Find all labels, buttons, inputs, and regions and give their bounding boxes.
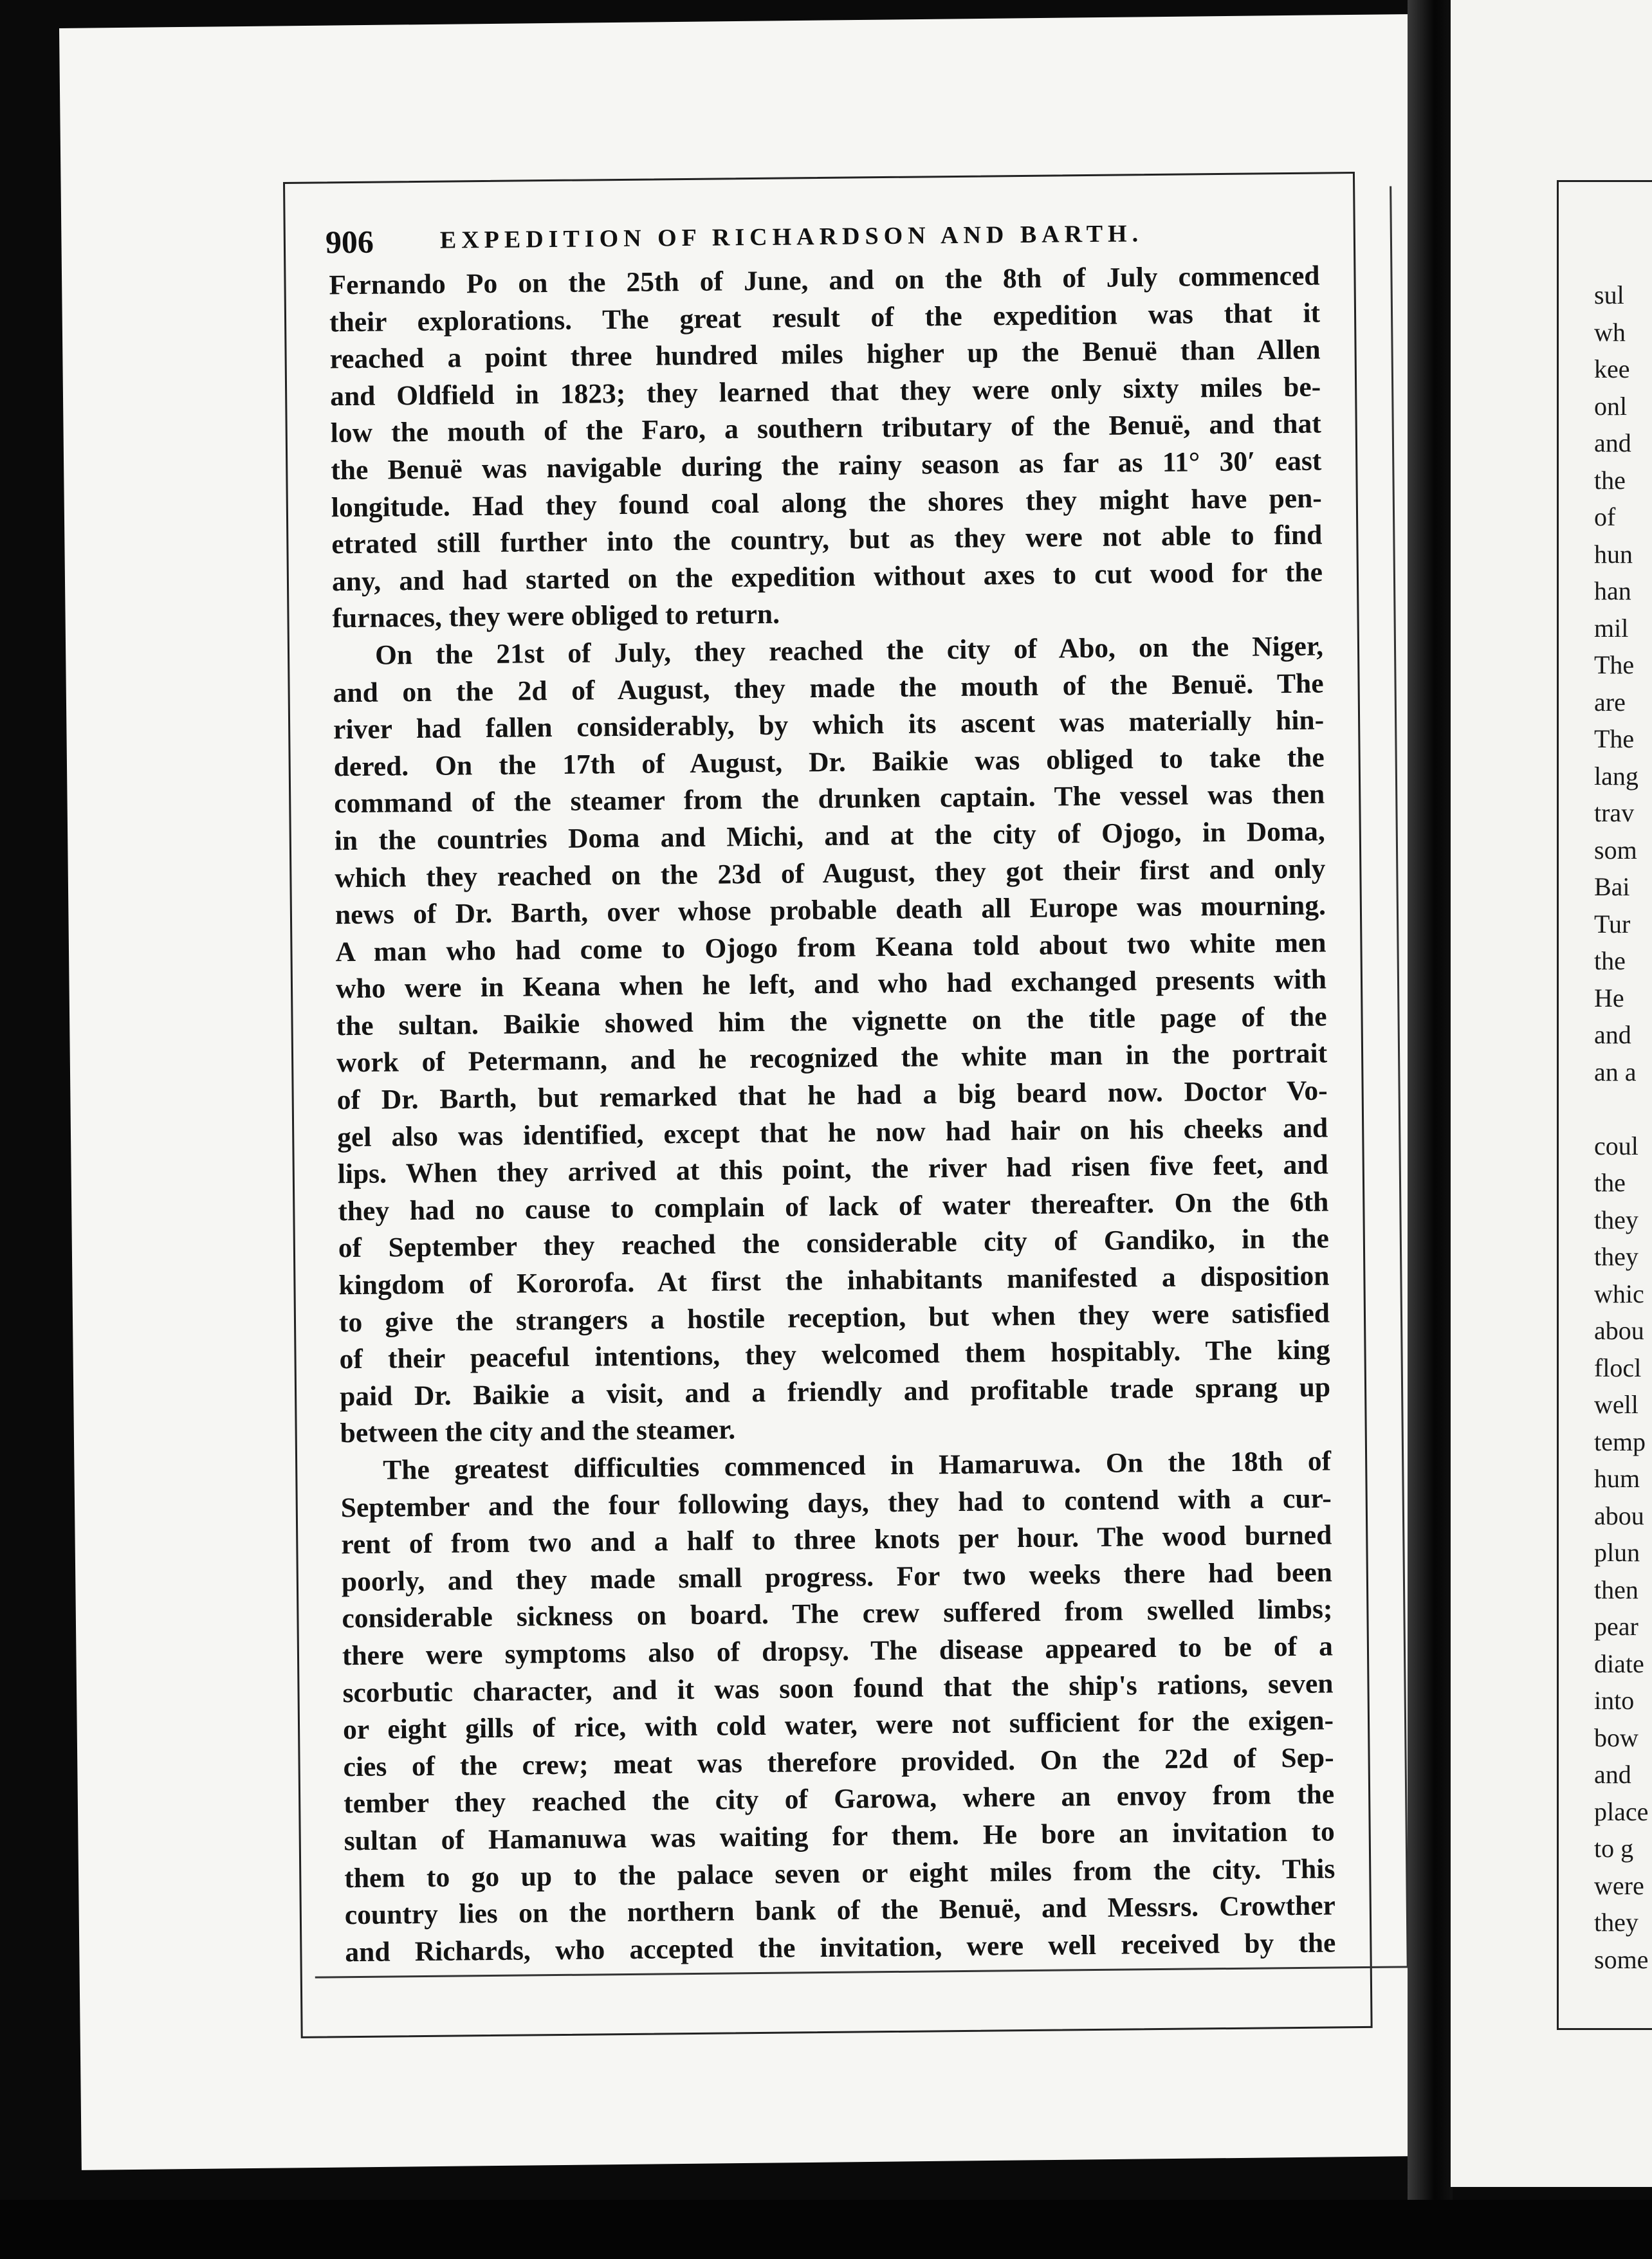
text-line: they had no cause to complain of lack of water thereafter. On the 6th	[338, 1186, 1329, 1227]
facing-page-text	[1594, 277, 1652, 1978]
facing-page-fragment: mil	[1594, 613, 1629, 643]
text-line: tember they reached the city of Garowa, where an envoy from the	[343, 1779, 1335, 1820]
text-line: country lies on the northern bank of the Benuë, and Messrs. Crowther	[344, 1890, 1336, 1931]
page-number: 906	[325, 223, 374, 261]
facing-page-fragment: The	[1594, 724, 1635, 753]
facing-page-fragment: well	[1594, 1390, 1638, 1419]
facing-page-fragment: are	[1594, 687, 1626, 717]
facing-page-fragment: han	[1594, 576, 1631, 605]
text-line: longitude. Had they found coal along the shores they might have pen-	[331, 482, 1323, 523]
facing-page-fragment: kee	[1594, 354, 1630, 383]
facing-page-fragment: the	[1594, 1168, 1626, 1197]
text-line: low the mouth of the Faro, a southern tributary of the Benuë, and that	[330, 408, 1321, 449]
page-frame	[283, 172, 1373, 2038]
text-line: work of Petermann, and he recognized the white man in the portrait	[336, 1038, 1328, 1079]
text-line: The greatest difficulties commenced in Hamaruwa. On the 18th of	[383, 1445, 1332, 1486]
text-line: lips. When they arrived at this point, the river had risen five feet, and	[337, 1149, 1328, 1190]
text-line: any, and had started on the expedition without axes to cut wood for the	[331, 556, 1323, 598]
facing-page-fragment: som	[1594, 835, 1637, 864]
facing-page-fragment: into	[1594, 1686, 1635, 1715]
text-line: and Richards, who accepted the invitation, were well received by the	[345, 1927, 1336, 1968]
text-line: considerable sickness on board. The crew suffered from swelled limbs;	[342, 1593, 1333, 1634]
facing-page-fragment: hum	[1594, 1464, 1640, 1493]
text-line: cies of the crew; meat was therefore provided. On the 22d of Sep-	[343, 1742, 1334, 1782]
facing-page-fragment: flocl	[1594, 1353, 1642, 1382]
book-gutter	[1408, 0, 1453, 2259]
facing-page-fragment: and	[1594, 428, 1631, 457]
text-line: gel also was identified, except that he now had hair on his cheeks and	[337, 1112, 1328, 1153]
text-line: who were in Keana when he left, and who had exchanged presents with	[335, 964, 1327, 1005]
facing-page-fragment: were	[1594, 1870, 1644, 1900]
text-line: A man who had come to Ojogo from Keana told about two white men	[335, 927, 1326, 967]
facing-page-fragment: abou	[1594, 1501, 1644, 1530]
text-line: and Oldfield in 1823; they learned that they were only sixty miles be-	[329, 371, 1321, 412]
text-line: On the 21st of July, they reached the city of Abo, on the Niger,	[374, 630, 1324, 671]
text-line: etrated still further into the country, but as they were not able to find	[331, 519, 1323, 560]
text-line: and on the 2d of August, they made the mouth of the Benuë. The	[333, 668, 1324, 708]
facing-page-fragment: sul	[1594, 280, 1624, 309]
facing-page-fragment: plun	[1594, 1538, 1640, 1567]
text-line: river had fallen considerably, by which its ascent was materially hin-	[333, 704, 1325, 745]
facing-page-fragment: trav	[1594, 798, 1635, 827]
facing-page-fragment: temp	[1594, 1427, 1646, 1456]
facing-page-fragment: onl	[1594, 391, 1628, 421]
facing-page-fragment: the	[1594, 465, 1626, 495]
facing-page-fragment: He	[1594, 983, 1624, 1012]
facing-page-fragment: pear	[1594, 1612, 1638, 1641]
text-line: between the city and the steamer.	[340, 1414, 736, 1449]
facing-page-fragment: abou	[1594, 1316, 1644, 1345]
text-line: scorbutic character, and it was soon found that the ship's rations, seven	[342, 1668, 1334, 1708]
facing-page-fragment: bow	[1594, 1723, 1638, 1752]
text-line: of Dr. Barth, but remarked that he had a big beard now. Doctor Vo-	[336, 1075, 1328, 1116]
text-line: sultan of Hamanuwa was waiting for them. He bore an invitation to	[344, 1816, 1335, 1857]
text-line: or eight gills of rice, with cold water, were not sufficient for the exigen-	[342, 1705, 1334, 1746]
text-line: them to go up to the palace seven or eight miles from the city. This	[344, 1852, 1335, 1894]
facing-page-fragment: diate	[1594, 1649, 1644, 1678]
facing-page-fragment: an a	[1594, 1057, 1637, 1086]
facing-page-fragment: whic	[1594, 1279, 1644, 1308]
text-line: their explorations. The great result of the expedition was that it	[329, 297, 1321, 338]
facing-page-fragment: they	[1594, 1908, 1638, 1937]
facing-page-fragment: some	[1594, 1944, 1649, 1974]
text-line: poorly, and they made small progress. For two weeks there had been	[341, 1557, 1333, 1598]
text-line: September and the four following days, they had to contend with a cur-	[340, 1483, 1332, 1523]
text-line: dered. On the 17th of August, Dr. Baikie was obliged to take the	[333, 742, 1325, 783]
facing-page-fragment: place	[1594, 1797, 1649, 1826]
text-line: to give the strangers a hostile reception, but when they were satisfied	[338, 1297, 1330, 1338]
facing-page-fragment: lang	[1594, 761, 1638, 791]
text-line: of September they reached the considerable city of Gandiko, in the	[338, 1223, 1330, 1264]
facing-page-fragment: of	[1594, 502, 1616, 531]
facing-page-fragment: they	[1594, 1205, 1638, 1234]
scan-bottom-edge	[0, 2200, 1652, 2259]
text-line: Fernando Po on the 25th of June, and on the 8th of July commenced	[329, 260, 1320, 301]
facing-page-fragment: Tur	[1594, 909, 1631, 938]
facing-page-fragment: to g	[1594, 1834, 1634, 1863]
text-line: kingdom of Kororofa. At first the inhabitants manifested a disposition	[338, 1260, 1330, 1301]
facing-page-fragment: The	[1594, 650, 1635, 679]
body-text	[329, 258, 1335, 1971]
facing-page-fragment: wh	[1594, 317, 1626, 347]
facing-page-fragment: and	[1594, 1760, 1631, 1789]
facing-page-fragment: Bai	[1594, 872, 1630, 901]
facing-page-fragment: hun	[1594, 539, 1633, 569]
text-line: which they reached on the 23d of August, they got their first and only	[335, 852, 1326, 893]
facing-page-fragment	[1594, 1090, 1652, 1128]
facing-page-fragment: and	[1594, 1020, 1631, 1049]
text-line: furnaces, they were obliged to return.	[332, 598, 780, 634]
facing-page-fragment: they	[1594, 1242, 1638, 1271]
running-head-title: EXPEDITION OF RICHARDSON AND BARTH.	[439, 220, 1144, 254]
facing-page-fragment: then	[1594, 1575, 1638, 1604]
text-line: news of Dr. Barth, over whose probable death all Europe was mourning.	[335, 890, 1326, 931]
facing-page-fragment: coul	[1594, 1131, 1638, 1160]
text-line: there were symptoms also of dropsy. The disease appeared to be of a	[342, 1631, 1334, 1672]
text-line: rent of from two and a half to three knots per hour. The wood burned	[341, 1519, 1332, 1560]
text-line: in the countries Doma and Michi, and at the city of Ojogo, in Doma,	[334, 816, 1325, 857]
text-line: the sultan. Baikie showed him the vignette on the title page of the	[336, 1001, 1327, 1042]
text-line: reached a point three hundred miles higher up the Benuë than Allen	[329, 334, 1321, 375]
text-line: of their peaceful intentions, they welcomed them hospitably. The king	[339, 1334, 1330, 1375]
facing-page-fragment: the	[1594, 946, 1626, 975]
text-line: paid Dr. Baikie a visit, and a friendly and profitable trade sprang up	[339, 1371, 1331, 1413]
text-line: the Benuë was navigable during the rainy season as far as 11° 30′ east	[331, 445, 1322, 486]
text-line: command of the steamer from the drunken captain. The vessel was then	[334, 778, 1325, 819]
